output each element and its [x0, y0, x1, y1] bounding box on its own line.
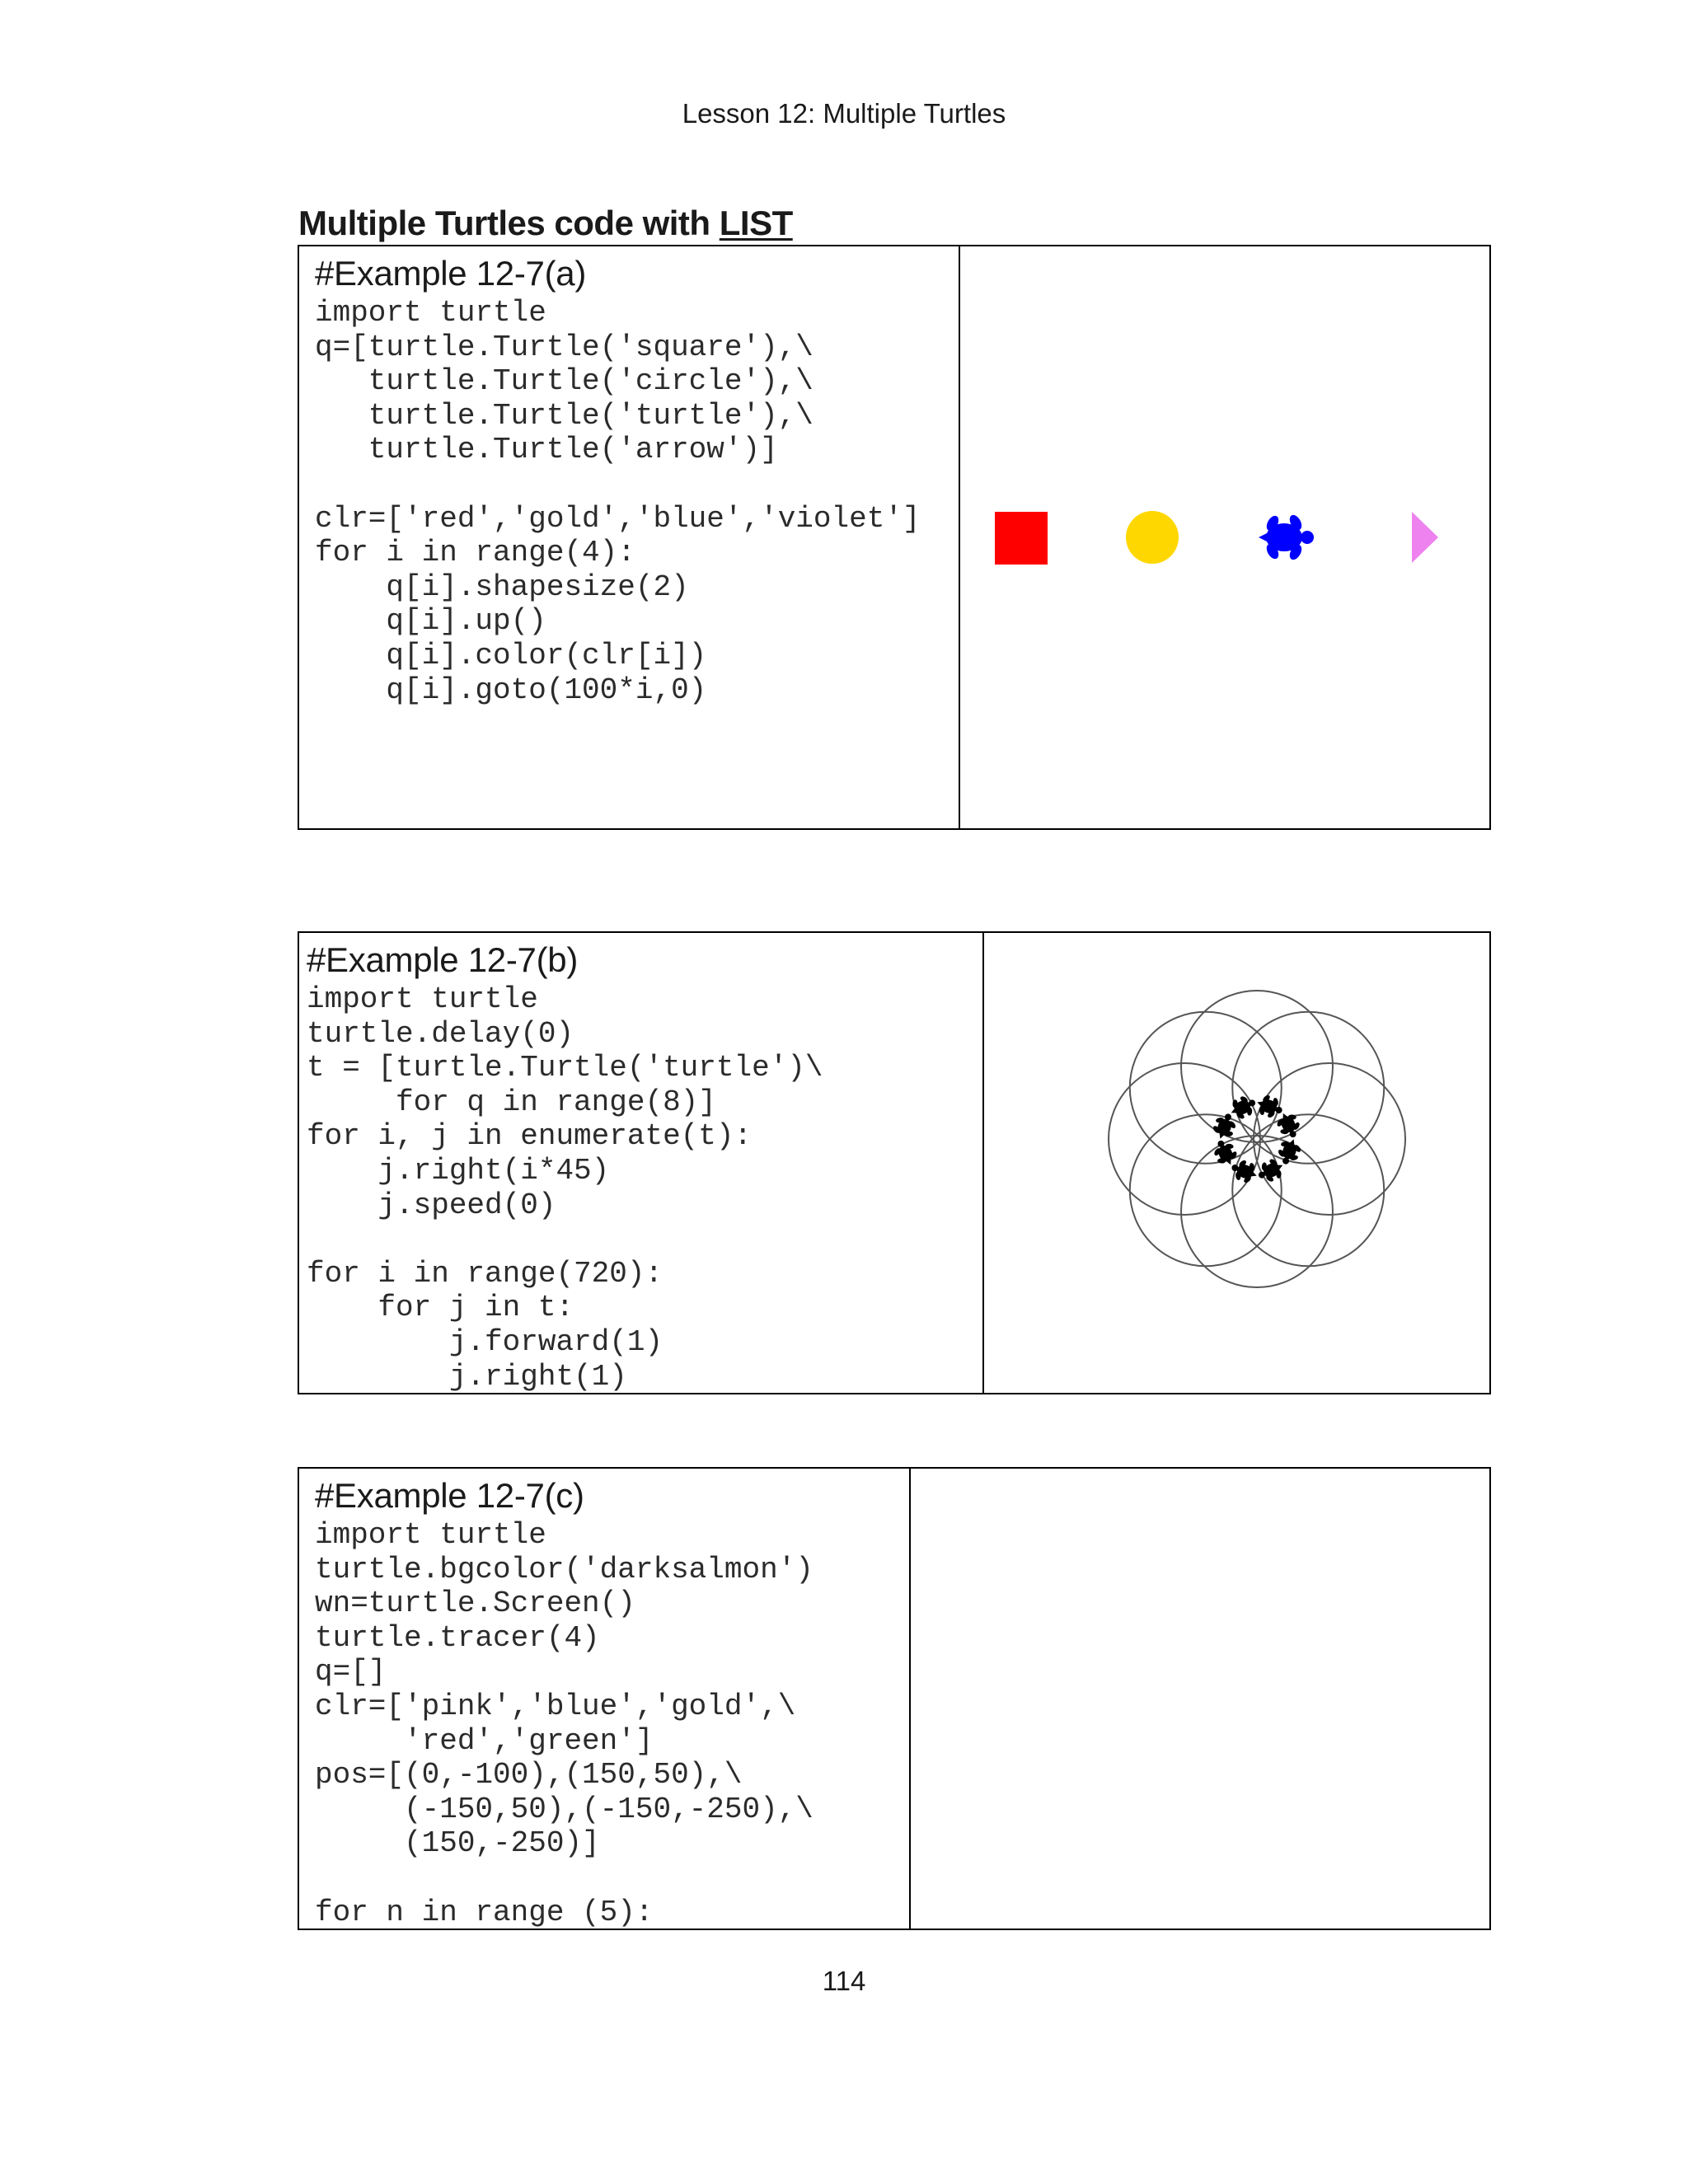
page-number: 114	[822, 1966, 866, 1996]
gold-circle-turtle	[1126, 511, 1179, 564]
code-line: q=[turtle.Turtle('square'),\	[315, 330, 814, 364]
code-line: turtle.Turtle('turtle'),\	[315, 398, 814, 433]
example-12-7a-code-cell	[299, 246, 960, 828]
code-line: for j in t:	[307, 1291, 574, 1325]
code-line: turtle.Turtle('arrow')]	[315, 433, 778, 467]
blue-turtle-shape	[1259, 513, 1314, 561]
example-12-7a-code	[315, 296, 959, 707]
code-line: import turtle	[307, 982, 538, 1016]
code-line: clr=['red','gold','blue','violet']	[315, 501, 921, 536]
code-line: for q in range(8)]	[307, 1085, 716, 1119]
code-line: q[i].up()	[315, 604, 546, 639]
example-12-7b-box	[298, 931, 1491, 1394]
example-12-7c-code-cell	[299, 1469, 911, 1929]
rosette-circle	[1232, 1012, 1384, 1164]
code-line: q=[]	[315, 1655, 387, 1690]
example-12-7b-output	[984, 933, 1489, 1393]
section-title-text: Multiple Turtles code with	[298, 204, 720, 242]
code-line: j.speed(0)	[307, 1188, 556, 1222]
section-title-underlined: LIST	[719, 204, 793, 242]
code-line: t = [turtle.Turtle('turtle')\	[307, 1051, 823, 1085]
code-line: turtle.bgcolor('darksalmon')	[315, 1552, 814, 1586]
example-12-7c-code	[315, 1518, 909, 1929]
code-line	[307, 1222, 982, 1257]
code-line: for i, j in enumerate(t):	[307, 1119, 753, 1154]
code-line: turtle.delay(0)	[307, 1016, 574, 1051]
code-line: q[i].color(clr[i])	[315, 638, 707, 673]
code-line: j.forward(1)	[307, 1324, 663, 1359]
example-12-7a-title: #Example 12-7(a)	[315, 254, 587, 293]
code-line: for n in range (5):	[315, 1895, 654, 1929]
code-line: turtle.Turtle('circle'),\	[315, 364, 814, 399]
code-line	[315, 467, 959, 502]
code-line: for i in range(720):	[307, 1256, 663, 1291]
code-line: for i in range(4):	[315, 536, 635, 570]
code-line: 'red','green']	[315, 1723, 654, 1758]
violet-arrow-turtle	[1412, 512, 1438, 563]
code-line	[315, 1861, 909, 1896]
example-12-7a-box	[298, 245, 1491, 830]
example-12-7a-output-canvas	[960, 246, 1489, 828]
code-line: turtle.tracer(4)	[315, 1620, 600, 1655]
code-line: q[i].shapesize(2)	[315, 569, 689, 604]
code-line: (-150,50),(-150,-250),\	[315, 1792, 814, 1826]
code-line: q[i].goto(100*i,0)	[315, 673, 707, 707]
example-12-7c-output	[911, 1469, 1489, 1929]
example-12-7c-title: #Example 12-7(c)	[315, 1476, 584, 1515]
example-12-7a-output	[960, 246, 1489, 828]
page-header: Lesson 12: Multiple Turtles	[682, 98, 1006, 129]
code-line: j.right(i*45)	[307, 1153, 610, 1188]
code-line: wn=turtle.Screen()	[315, 1586, 635, 1621]
red-square-turtle	[995, 512, 1048, 565]
rosette-circle	[1130, 1114, 1282, 1266]
example-12-7b-title: #Example 12-7(b)	[307, 940, 579, 979]
rosette-circle	[1232, 1114, 1384, 1266]
rosette-circle	[1130, 1012, 1282, 1164]
code-line: import turtle	[315, 296, 546, 330]
code-line: pos=[(0,-100),(150,50),\	[315, 1758, 743, 1793]
example-12-7b-code-cell	[299, 933, 984, 1393]
code-line: j.right(1)	[307, 1359, 627, 1393]
example-12-7b-code	[307, 982, 982, 1393]
code-line: clr=['pink','blue','gold',\	[315, 1689, 796, 1723]
example-12-7c-box	[298, 1467, 1491, 1930]
code-line: import turtle	[315, 1518, 546, 1552]
example-12-7b-rosette	[984, 933, 1489, 1393]
code-line: (150,-250)]	[315, 1826, 600, 1861]
section-title	[298, 203, 793, 244]
